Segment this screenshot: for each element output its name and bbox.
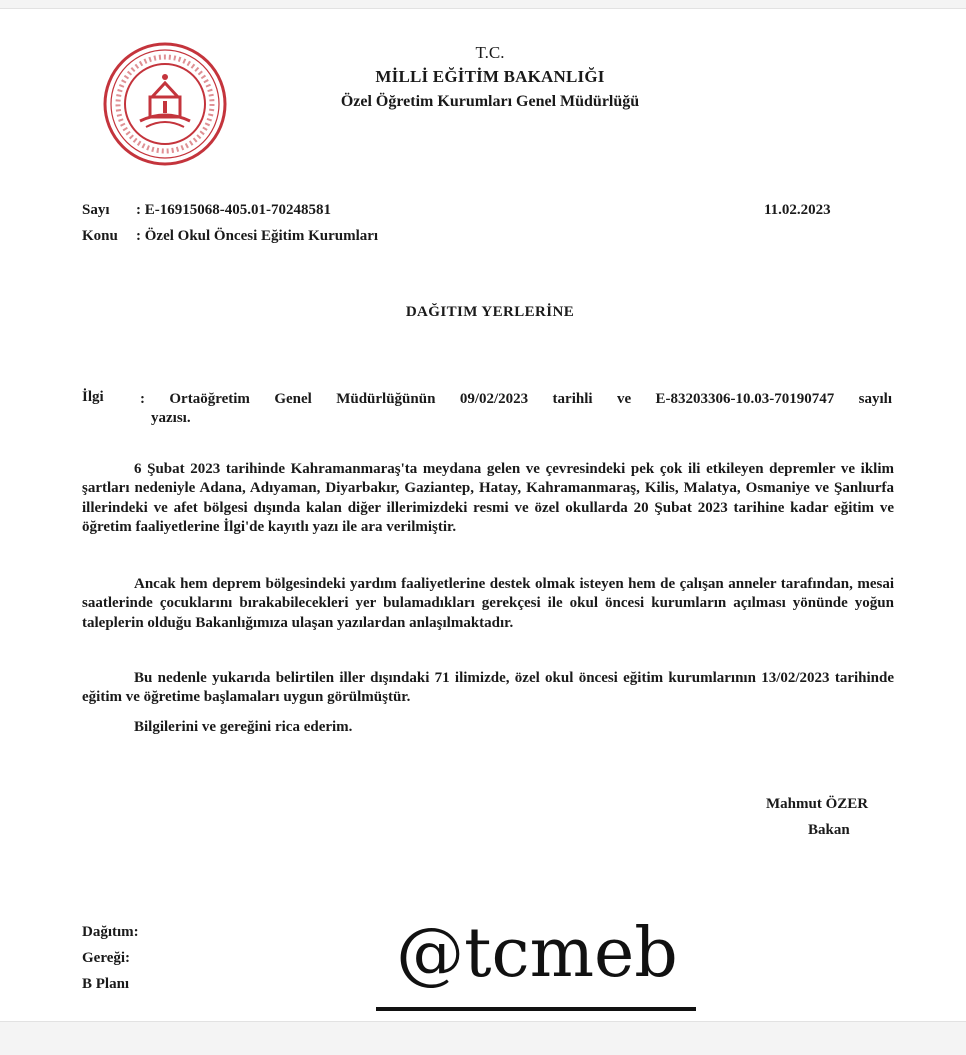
header-ministry: MİLLİ EĞİTİM BAKANLIĞI: [375, 67, 605, 86]
konu-row: [82, 228, 378, 245]
watermark-handle: @tcmeb: [396, 914, 678, 993]
ministry-seal-icon: [100, 39, 230, 169]
body-paragraph-3: Bu nedenle yukarıda belirtilen iller dışındaki 71 ilimizde, özel okul öncesi eğitim kurumlarının 13/02/2023 tarihinde eğitim ve öğretime başlamaları uygun görülmüştür.: [82, 670, 894, 706]
signatory-title: Bakan: [808, 822, 850, 838]
header-tc: T.C.: [475, 43, 505, 62]
gereği-label: Gereği:: [82, 950, 131, 966]
konu-label: Konu: [82, 228, 118, 244]
sayi-label: Sayı: [82, 202, 110, 218]
b-plani-label: B Planı: [82, 976, 130, 992]
ilgi-label: İlgi: [82, 389, 104, 405]
body-paragraph-2: Ancak hem deprem bölgesindeki yardım faaliyetlerine destek olmak isteyen hem de çalışan anneler tarafından, mesai saatlerinde çocuklarını bırakabilecekleri yer bulamadıkları gerekçesi ile okul öncesi kurumların açılması yönünde yoğun taleplerin olduğu Bakanlığımıza ulaşan yazılardan anlaşılmaktadır.: [82, 576, 894, 631]
sayi-value: : E-16915068-405.01-70248581: [136, 202, 331, 218]
ilgi-text-continued: yazısı.: [151, 410, 191, 426]
ilgi-text: : Ortaöğretim Genel Müdürlüğünün 09/02/2023 tarihli ve E-83203306-10.03-70190747 sayılı: [140, 391, 892, 407]
sayi-row: [82, 202, 331, 219]
body-paragraph-1: 6 Şubat 2023 tarihinde Kahramanmaraş'ta meydana gelen ve çevresindeki pek çok ili etkileyen depremler ve iklim şartları nedeniyle Adana, Adıyaman, Diyarbakır, Gaziantep, Hatay, Kahramanmaraş, Kilis, Malatya, Osmaniye ve Şanlıurfa illerindeki ve afet bölgesi dışında kalan diğer illerimizdeki resmi ve özel okullarda 20 Şubat 2023 tarihine kadar eğitim ve öğretim faaliyetlerine İlgi'de kayıtlı yazı ile ara verilmiştir.: [82, 461, 894, 536]
signatory-name: Mahmut ÖZER: [766, 796, 869, 812]
document-date: 11.02.2023: [764, 202, 831, 218]
recipient-heading: DAĞITIM YERLERİNE: [405, 304, 575, 320]
document-page: [0, 8, 966, 1022]
watermark-underline: [376, 1007, 696, 1011]
konu-value: : Özel Okul Öncesi Eğitim Kurumları: [136, 228, 379, 244]
header-directorate: Özel Öğretim Kurumları Genel Müdürlüğü: [340, 93, 640, 110]
distribution-label: Dağıtım:: [82, 924, 139, 940]
body-paragraph-4: Bilgilerini ve gereğini rica ederim.: [134, 719, 353, 735]
